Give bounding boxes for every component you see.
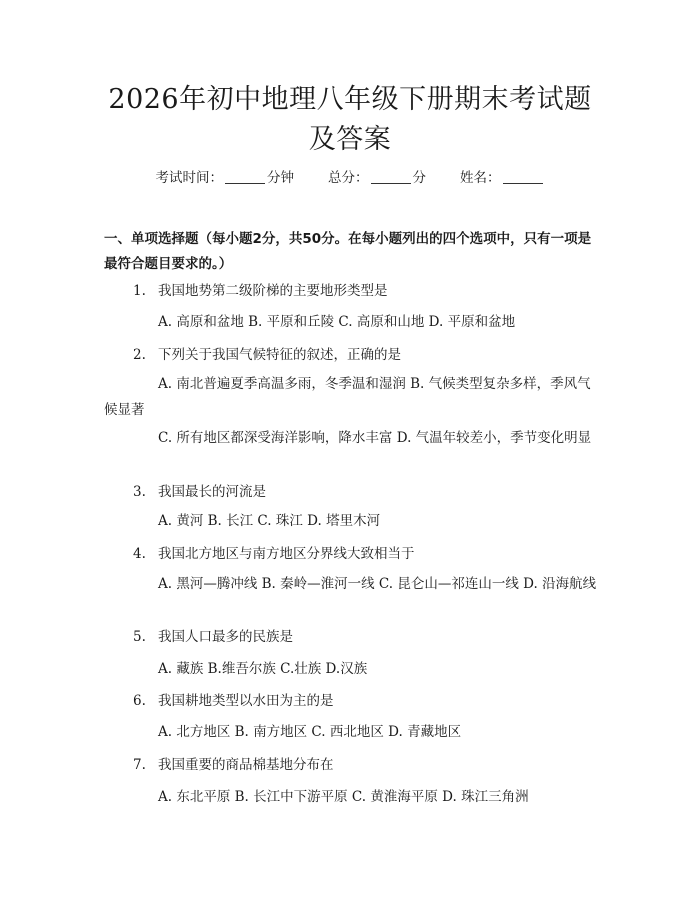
question-5-options: A. 藏族 B.维吾尔族 C.壮族 D.汉族 (158, 661, 368, 677)
question-6 (133, 690, 603, 712)
total-score-blank (371, 169, 411, 184)
question-number: 2. (133, 347, 146, 363)
question-number: 4. (133, 546, 146, 562)
section-heading: 一、单项选择题（每小题2分，共50分。在每小题列出的四个选项中，只有一项是最符合题目要求的。） (104, 231, 592, 272)
question-2 (133, 344, 603, 366)
question-number: 5. (133, 629, 146, 645)
exam-meta-row (0, 168, 700, 188)
question-4-options: A. 黑河—腾冲线 B. 秦岭—淮河一线 C. 昆仑山—祁连山一线 D. 沿海航线 (158, 576, 597, 592)
question-number: 7. (133, 757, 146, 773)
question-number: 6. (133, 693, 146, 709)
question-text: 我国地势第二级阶梯的主要地形类型是 (158, 283, 388, 299)
question-2-options-ab: A. 南北普遍夏季高温多雨，冬季温和湿润 B. 气候类型复杂多样，季风气候显著 (104, 376, 591, 418)
student-name-label: 姓名： (460, 170, 501, 186)
exam-time-label: 考试时间： (155, 170, 223, 186)
total-score-unit: 分 (412, 170, 426, 186)
question-1 (133, 280, 603, 302)
question-3-options: A. 黄河 B. 长江 C. 珠江 D. 塔里木河 (158, 513, 381, 529)
question-7-options: A. 东北平原 B. 长江中下游平原 C. 黄淮海平原 D. 珠江三角洲 (158, 789, 529, 805)
question-6-options: A. 北方地区 B. 南方地区 C. 西北地区 D. 青藏地区 (158, 724, 462, 740)
exam-time-field (156, 168, 295, 188)
question-4 (133, 543, 603, 565)
question-number: 1. (133, 283, 146, 299)
student-name-field (460, 168, 545, 188)
question-2-options-cd: C. 所有地区都深受海洋影响，降水丰富 D. 气温年较差小，季节变化明显 (158, 430, 592, 446)
total-score-label: 总分： (328, 170, 369, 186)
exam-title: 2026年初中地理八年级下册期末考试题及答案 (108, 84, 592, 155)
question-text: 我国耕地类型以水田为主的是 (158, 693, 334, 709)
exam-time-blank (225, 169, 265, 184)
question-text: 我国最长的河流是 (158, 484, 266, 500)
question-text: 下列关于我国气候特征的叙述，正确的是 (158, 347, 401, 363)
question-text: 我国人口最多的民族是 (158, 629, 293, 645)
question-number: 3. (133, 484, 146, 500)
exam-time-unit: 分钟 (267, 170, 294, 186)
question-text: 我国北方地区与南方地区分界线大致相当于 (158, 546, 415, 562)
question-text: 我国重要的商品棉基地分布在 (158, 757, 334, 773)
question-7 (133, 754, 603, 776)
total-score-field (328, 168, 426, 188)
question-5 (133, 626, 603, 648)
question-3 (133, 481, 603, 503)
question-1-options: A. 高原和盆地 B. 平原和丘陵 C. 高原和山地 D. 平原和盆地 (158, 314, 516, 330)
student-name-blank (503, 169, 543, 184)
